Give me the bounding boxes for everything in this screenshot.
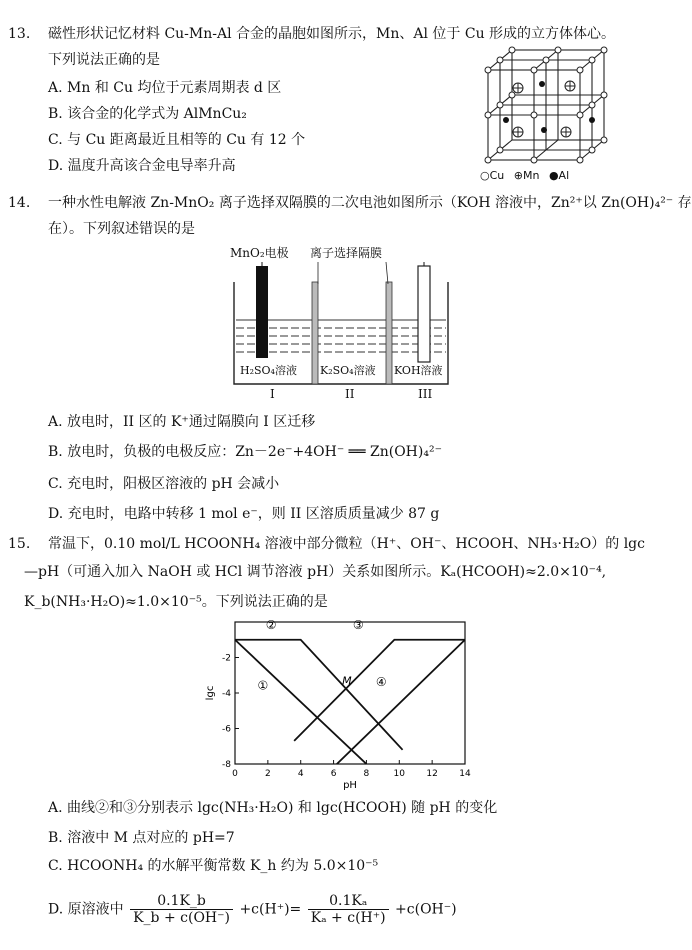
option-d-suffix: +c(OH⁻) [395, 901, 457, 918]
q15-stem-line3: K_b(NH₃·H₂O)≈1.0×10⁻⁵。下列说法正确的是 [24, 594, 328, 610]
fraction-kb [130, 893, 233, 926]
y-tick-label-2: -2 [222, 653, 231, 664]
q15-option-d [48, 893, 457, 926]
zone2-number: II [345, 387, 355, 401]
y-tick-label-4: -4 [222, 689, 231, 699]
x-tick-label-14: 14 [459, 769, 471, 779]
label-membrane: 离子选择隔膜 [310, 246, 383, 260]
q14-option-d: D. 充电时，电路中转移 1 mol e⁻，则 II 区溶质质量减少 87 g [48, 506, 440, 522]
q13-stem-line2: 下列说法正确的是 [48, 52, 160, 68]
y-axis-label: lgc [205, 685, 216, 701]
point-m-label: M [342, 674, 352, 688]
y-tick-label-8: -8 [222, 760, 231, 770]
membrane-right [386, 282, 392, 384]
q13-option-b: B. 该合金的化学式为 AlMnCu₂ [48, 106, 247, 122]
q15-stem-line2: —pH（可通入加入 NaOH 或 HCl 调节溶液 pH）关系如图所示。Kₐ(HCOOH)≈2.0×10⁻⁴, [24, 564, 607, 580]
y-tick-label-6: -6 [222, 724, 231, 735]
q15-option-b: B. 溶液中 M 点对应的 pH=7 [48, 830, 235, 846]
option-d-prefix: D. 原溶液中 [48, 901, 124, 918]
q13-option-c: C. 与 Cu 距离最近且相等的 Cu 有 12 个 [48, 132, 306, 148]
legend-cu: ○Cu [480, 169, 505, 182]
x-tick-label-2: 2 [264, 769, 271, 779]
q13-number: 13. [8, 26, 31, 42]
q13-stem-line1: 磁性形状记忆材料 Cu-Mn-Al 合金的晶胞如图所示，Mn、Al 位于 Cu 形成的立方体体心。 [48, 26, 616, 42]
q15-option-a: A. 曲线②和③分别表示 lgc(NH₃·H₂O) 和 lgc(HCOOH) 随 pH 的变化 [48, 800, 498, 816]
mno2-electrode [256, 266, 268, 358]
curve-label-1: ① [257, 678, 269, 693]
q14-number: 14. [8, 195, 31, 211]
q13-option-a: A. Mn 和 Cu 均位于元素周期表 d 区 [48, 80, 282, 96]
curve-1 [235, 640, 366, 764]
x-tick-label-4: 4 [297, 769, 304, 779]
q14-stem-line1: 一种水性电解液 Zn-MnO₂ 离子选择双隔膜的二次电池如图所示（KOH 溶液中，Zn²⁺以 Zn(OH)₄²⁻ 存 [48, 195, 692, 211]
x-tick-label-0: 0 [232, 769, 238, 779]
q14-option-a: A. 放电时，II 区的 K⁺通过隔膜向 I 区迁移 [48, 414, 316, 430]
membrane-left [312, 282, 318, 384]
fraction-ka-denominator: Kₐ + c(H⁺) [310, 910, 386, 927]
zone3-number: III [418, 387, 433, 401]
x-axis-label: pH [343, 780, 357, 791]
curve-4 [337, 640, 465, 764]
label-mno2-electrode: MnO₂电极 [230, 246, 289, 260]
zone1-number: I [270, 387, 275, 401]
q15-stem-line1: 常温下，0.10 mol/L HCOONH₄ 溶液中部分微粒（H⁺、OH⁻、HCOOH、NH₃·H₂O）的 lgc [48, 536, 645, 552]
fraction-ka-numerator: 0.1Kₐ [308, 893, 389, 910]
zone3-solution: KOH溶液 [394, 364, 443, 377]
curve-label-3: ③ [352, 618, 364, 633]
lgc-ph-chart [195, 612, 485, 802]
legend-al: ●Al [548, 169, 570, 182]
q14-option-c: C. 充电时，阳极区溶液的 pH 会减小 [48, 476, 280, 492]
x-tick-label-10: 10 [393, 769, 406, 779]
q13-option-d: D. 温度升高该合金电导率升高 [48, 158, 236, 174]
x-tick-label-8: 8 [363, 769, 370, 779]
crystal-legend [480, 170, 569, 183]
fraction-kb-denominator: K_b + c(OH⁻) [133, 910, 230, 927]
q15-number: 15. [8, 536, 31, 552]
crystal-cell-figure [474, 40, 624, 168]
curve-label-4: ④ [375, 674, 387, 689]
curve-label-2: ② [265, 618, 277, 633]
q14-stem-line2: 在）。下列叙述错误的是 [48, 221, 195, 237]
q14-option-b: B. 放电时，负极的电极反应：Zn－2e⁻+4OH⁻ ══ Zn(OH)₄²⁻ [48, 444, 442, 460]
zn-electrode [418, 266, 430, 362]
fraction-kb-numerator: 0.1K_b [130, 893, 233, 910]
q15-option-c: C. HCOONH₄ 的水解平衡常数 K_h 约为 5.0×10⁻⁵ [48, 858, 379, 874]
option-d-mid: +c(H⁺)= [239, 901, 302, 918]
zone2-solution: K₂SO₄溶液 [320, 364, 376, 377]
fraction-ka [308, 893, 389, 926]
x-tick-label-12: 12 [426, 769, 438, 779]
zone1-solution: H₂SO₄溶液 [240, 364, 297, 377]
x-tick-label-6: 6 [330, 769, 337, 779]
legend-mn: ⊕Mn [513, 169, 540, 182]
